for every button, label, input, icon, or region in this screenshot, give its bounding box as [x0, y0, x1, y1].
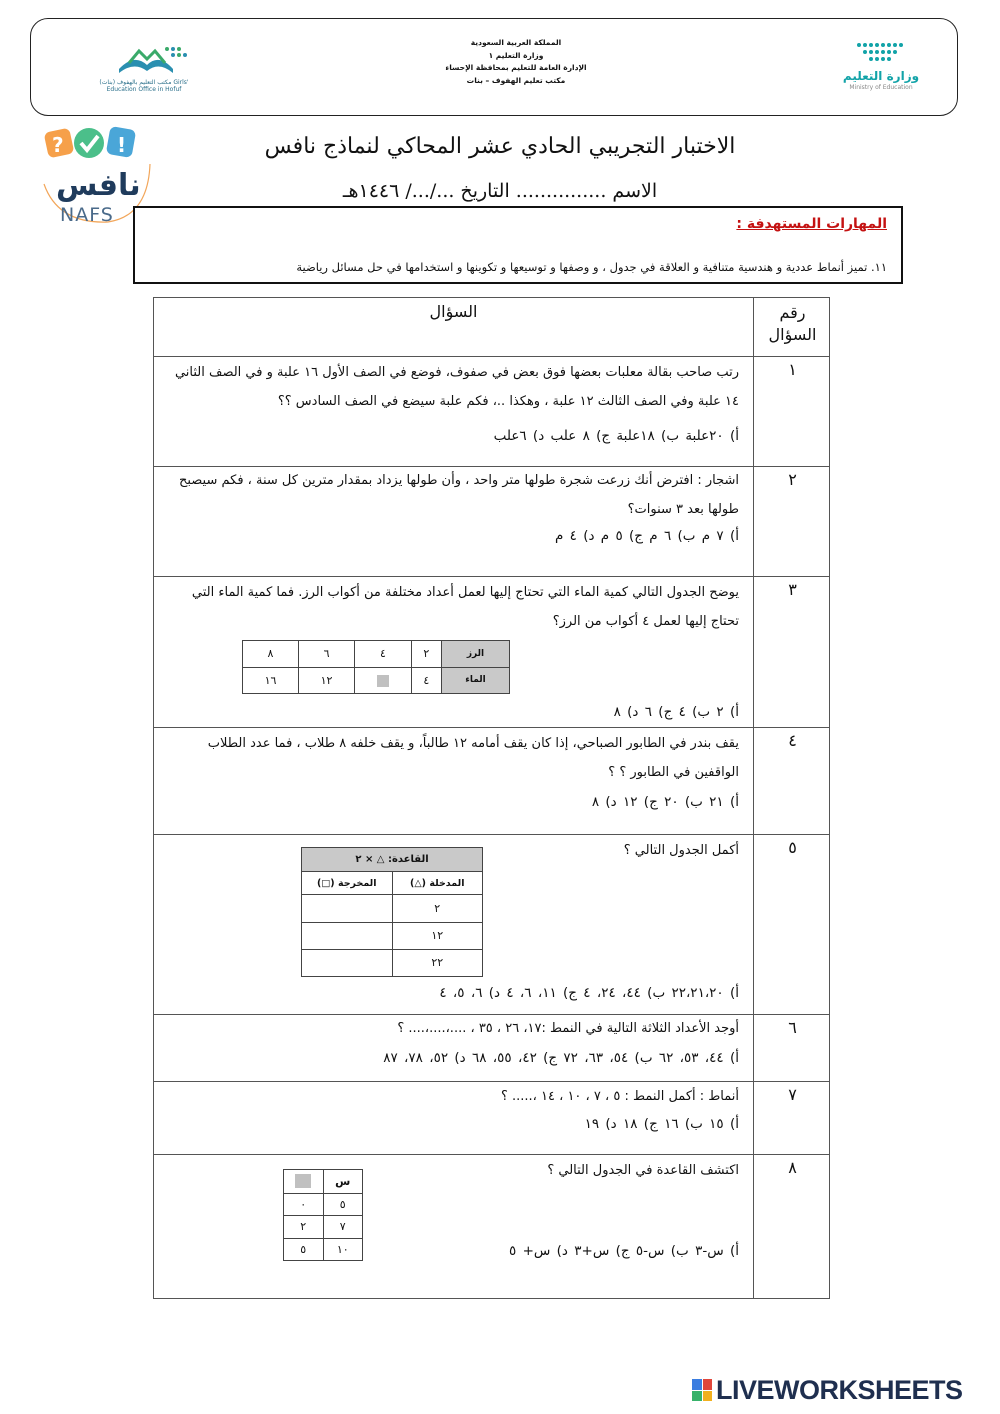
table-row	[302, 895, 483, 922]
question-3-text: يوضح الجدول التالي كمية الماء التي تحتاج إليها لعمل أعداد مختلفة من أكواب الرز. فما كمية الماء التي تحتاج إليها لعمل ٤ أكواب من الرز؟	[191, 585, 739, 629]
question-column-header: السؤال	[429, 302, 478, 321]
question-6-options[interactable]: أ) ٤٤، ٥٣، ٦٢ ب) ٥٤، ٦٣، ٧٢ ج) ٤٢، ٥٥، ٦٨ د) ٥٢، ٧٨، ٨٧	[383, 1050, 739, 1066]
number-column-header	[754, 302, 831, 346]
rice-label: الرز	[442, 641, 510, 668]
name-date-line: الاسم ............... التاريخ .../.../ ١٤٤٦هـ	[342, 180, 658, 202]
table-row	[284, 1170, 363, 1194]
country-line: المملكة العربية السعودية	[470, 38, 562, 47]
ministry-logo	[841, 39, 921, 99]
output-cell	[302, 895, 393, 922]
table-row	[284, 1238, 363, 1260]
table-cell: ٦	[299, 641, 355, 668]
question-number: ٥	[788, 838, 797, 857]
education-office-logo	[89, 39, 199, 99]
question-number: ٢	[788, 470, 797, 489]
unknown-square-icon	[295, 1174, 311, 1188]
question-5-text: أكمل الجدول التالي ؟	[623, 843, 739, 858]
input-cell: ٢	[392, 895, 483, 922]
question-7-text: أنماط : أكمل النمط : ٥ ، ٧ ، ١٠ ، ١٤ ،..... ؟	[500, 1089, 739, 1104]
question-number: ٦	[788, 1018, 797, 1037]
skills-box	[133, 206, 903, 284]
table-cell: ٤	[355, 641, 412, 668]
function-table	[301, 847, 483, 977]
table-cell: ٥	[323, 1193, 363, 1215]
question-2-text: اشجار : افترض أنك زرعت شجرة طولها متر واحد ، وأن طولها يزداد بمقدار مترين كل سنة ، فكم سيصبح طولها بعد ٣ سنوات؟	[178, 473, 739, 517]
skills-heading: المهارات المستهدفة :	[736, 216, 887, 232]
rule-header: القاعدة: △ × ٢	[302, 848, 483, 872]
output-cell	[302, 922, 393, 949]
skills-text: ١١. تميز أنماط عددية و هندسية متنافية و العلاقة في جدول ، و وصفها و توسيعها و تكوينها و استخدامها في حل مسائل رياضية	[296, 260, 887, 274]
letterhead-box	[30, 18, 958, 116]
x-column-header: س	[323, 1170, 363, 1194]
output-cell	[302, 949, 393, 976]
question-number: ٨	[788, 1158, 797, 1177]
liveworksheets-icon	[692, 1379, 712, 1401]
output-column-header: المخرجة (□)	[302, 872, 393, 895]
ministry-logo-english: Ministry of Education	[849, 84, 913, 91]
letterhead-text	[411, 37, 621, 87]
table-cell: ٤	[411, 667, 441, 694]
question-4-text: يقف بندر في الطابور الصباحي، إذا كان يقف أمامه ١٢ طالباً، و يقف خلفه ٨ طلاب ، فما عدد الطلاب الواقفين في الطابور ؟ ؟	[207, 736, 739, 780]
book-logo-icon	[89, 39, 199, 79]
table-cell: ١٦	[243, 667, 299, 694]
table-row	[243, 641, 510, 668]
question-1-text: رتب صاحب بقالة معلبات بعضها فوق بعض في صفوف، فوضع في الصف الأول ١٦ علبة و في الصف الثاني ١٤ علبة وفي الصف الثالث ١٢ علبة ، وهكذا ..، فكم علبة سيضع في الصف السادس ؟؟	[174, 365, 739, 409]
nafs-english: NAFS	[60, 204, 114, 226]
table-cell: ٢	[411, 641, 441, 668]
nafs-arabic: نافس	[56, 168, 141, 203]
number-header-line2: السؤال	[768, 325, 817, 344]
svg-text:?: ?	[52, 133, 64, 157]
row-divider	[154, 356, 829, 357]
column-divider	[753, 298, 754, 1298]
question-8-options[interactable]: أ) س-٣ ب) س-٥ ج) س+٣ د) س+ ٥	[509, 1243, 739, 1259]
table-cell: ١٢	[299, 667, 355, 694]
row-divider	[154, 1154, 829, 1155]
question-5-options[interactable]: أ) ٢٢،٢١،٢٠ ب) ٤٤، ٢٤، ٤ ج) ١١، ٦، ٤ د) ٦، ٥، ٤	[439, 985, 739, 1001]
ministry-dots-icon	[841, 39, 921, 69]
rule-table	[283, 1169, 363, 1261]
row-divider	[154, 576, 829, 577]
table-row	[302, 872, 483, 895]
ministry-logo-arabic: وزارة التعليم	[842, 69, 920, 83]
ministry-line: وزارة التعليم ١	[488, 50, 544, 60]
input-cell: ١٢	[392, 922, 483, 949]
table-cell: ٠	[284, 1193, 324, 1215]
question-4-options[interactable]: أ) ٢١ ب) ٢٠ ج) ١٢ د) ٨	[591, 794, 739, 810]
question-7-options[interactable]: أ) ١٥ ب) ١٦ ج) ١٨ د) ١٩	[584, 1116, 739, 1132]
table-row	[284, 1193, 363, 1215]
table-row	[302, 922, 483, 949]
questions-table	[153, 297, 830, 1299]
office-line: مكتب تعليم الهفوف – بنات	[466, 75, 566, 85]
water-label: الماء	[442, 667, 510, 694]
missing-value-square-icon	[377, 675, 389, 687]
question-1-options[interactable]: أ) ٢٠علبة ب) ١٨علبة ج) ٨ علب د) ٦علب	[493, 428, 739, 444]
input-cell: ٢٢	[392, 949, 483, 976]
table-cell: ٨	[243, 641, 299, 668]
education-office-caption: مكتب التعليم بالهفوف (بنات) Girls' Education Office in Hofuf	[99, 79, 189, 93]
question-3-options[interactable]: أ) ٢ ب) ٤ ج) ٦ د) ٨	[613, 704, 739, 720]
question-number: ٣	[788, 580, 797, 599]
table-row	[302, 848, 483, 872]
table-cell: ١٠	[323, 1238, 363, 1260]
input-column-header: المدخلة (△)	[392, 872, 483, 895]
table-row	[243, 667, 510, 694]
table-cell: ٥	[284, 1238, 324, 1260]
row-divider	[154, 834, 829, 835]
exam-title: الاختبار التجريبي الحادي عشر المحاكي لنماذج نافس	[264, 134, 736, 159]
number-header-line1: رقم	[779, 303, 806, 322]
question-number: ٧	[788, 1085, 797, 1104]
question-6-text: أوجد الأعداد الثلاثة التالية في النمط :١٧، ٢٦ ، ٣٥ ، ....،....،.... ؟	[397, 1021, 739, 1036]
rice-water-table	[242, 640, 510, 694]
row-divider	[154, 727, 829, 728]
table-cell: ٧	[323, 1216, 363, 1238]
liveworksheets-logo[interactable]	[692, 1374, 963, 1406]
directorate-line: الإدارة العامة للتعليم بمحافظة الإحساء	[445, 63, 587, 72]
missing-cell	[355, 667, 412, 694]
table-row	[284, 1216, 363, 1238]
svg-text:!: !	[117, 133, 127, 157]
liveworksheets-brand: LIVEWORKSHEETS	[716, 1374, 963, 1405]
table-row	[302, 949, 483, 976]
question-8-text: اكتشف القاعدة في الجدول التالي ؟	[547, 1163, 739, 1178]
question-2-options[interactable]: أ) ٧ م ب) ٦ م ج) ٥ م د) ٤ م	[555, 528, 739, 544]
question-number: ١	[788, 360, 797, 379]
table-cell: ٢	[284, 1216, 324, 1238]
question-number: ٤	[788, 731, 797, 750]
unknown-column-header	[284, 1170, 324, 1194]
